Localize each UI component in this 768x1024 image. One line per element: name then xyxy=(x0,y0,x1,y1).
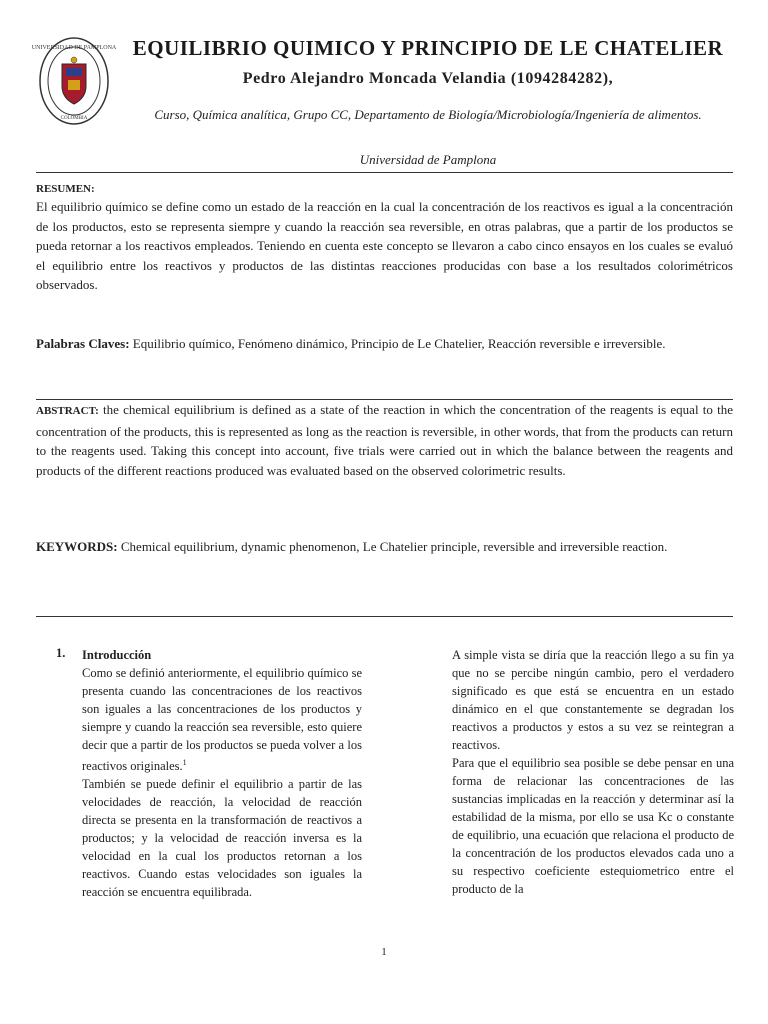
divider xyxy=(36,172,733,173)
intro-paragraph-1: Como se definió anteriormente, el equilibrio químico se presenta cuando las concentraciones de los reactivos son iguales a las concentraciones de los productos y siempre y cuando la reacción sea reversible, esto quiere decir que a partir de los productos se pueda volver a los reactivos originales.$^1$ xyxy=(82,666,362,774)
left-column xyxy=(82,646,362,901)
intro-paragraph-2: También se puede definir el equilibrio a partir de las velocidades de reacción, la velocidad de reacción directa se presenta en la transformación de reactivos a productos; y la velocidad de reacción inversa es la velocidad en la cual los productos retornan a los reactivos. Cuando estas velocidades son iguales la reacción se encuentra equilibrada. xyxy=(82,777,362,900)
intro-paragraph-3: A simple vista se diría que la reacción llego a su fin ya que no se percibe ningún cambio, pero el verdadero significado es que está se encuentra en un estado dinámico en el que constantemente se degradan los reactivos a productos y estos a su vez se reintegran a reactivos. xyxy=(452,648,734,752)
keywords-label: KEYWORDS: xyxy=(36,539,118,554)
seal-ring-text: UNIVERSIDAD DE PAMPLONA xyxy=(31,45,117,51)
affiliation-department: Departamento de Biología/Microbiología/Ingeniería de alimentos. xyxy=(354,107,702,122)
university-seal-icon xyxy=(31,36,117,126)
affiliation-course: Curso, Química analítica, Grupo CC, xyxy=(154,107,352,122)
keywords xyxy=(36,537,733,557)
resumen-text: El equilibrio químico se define como un estado de la reacción en la cual la concentración de los reactivos es igual a la concentración de los productos, esto se representa siempre y cuando la reacción sea reversible, en otras palabras, que a partir de los productos se pueda retornar a los reactivos empleados. Teniendo en cuenta este concepto se llevaron a cabo cinco ensayos en los cuales se evaluó el equilibrio entre los reactivos y productos de las distintas reacciones producidas con base a los resultados colorimétricos observados. xyxy=(36,199,733,293)
svg-text:COLOMBIA xyxy=(61,116,88,121)
section-number: 1. xyxy=(56,646,66,660)
affiliation xyxy=(130,106,726,123)
abstract xyxy=(36,400,733,480)
palabras-claves xyxy=(36,334,733,354)
divider xyxy=(36,616,733,617)
university-name: Universidad de Pamplona xyxy=(359,152,497,167)
author-line: Pedro Alejandro Moncada Velandia (1094284282), xyxy=(242,70,614,87)
keywords-text: Chemical equilibrium, dynamic phenomenon, Le Chatelier principle, reversible and irreversible reaction. xyxy=(120,539,668,554)
palabras-claves-label: Palabras Claves: xyxy=(36,336,130,351)
paper-title: EQUILIBRIO QUIMICO Y PRINCIPIO DE LE CHATELIER xyxy=(132,36,724,60)
page-number: 1 xyxy=(381,946,387,958)
seal-bottom-text: COLOMBIA xyxy=(60,116,88,121)
abstract-label: ABSTRACT: xyxy=(36,405,99,417)
intro-paragraph-4: Para que el equilibrio sea posible se debe pensar en una forma de relacionar las concentraciones de las sustancias implicadas en la reacción y determinar así la estabilidad de la misma, por ello se usa Kc o constante de equilibrio, una ecuación que relaciona el producto de la concentración de los productos elevados cada uno a su respectivo coeficiente estequiometrico entre el producto de la xyxy=(452,756,734,896)
svg-text:UNIVERSIDAD DE PAMPLONA xyxy=(32,45,117,51)
abstract-text: the chemical equilibrium is defined as a state of the reaction in which the concentration of the reagents is equal to the concentration of the products, this is represented as long as the reaction is reversible, in other words, that from the products can return to the reagents used. Taking this concept into account, five trials were carried out in which the balance between the reagents and products of the different reactions produced was evaluated based on the observed colorimetric results. xyxy=(36,402,733,478)
footnote-marker: 1 xyxy=(182,758,187,767)
resumen-label: RESUMEN: xyxy=(36,183,95,195)
section-heading: Introducción xyxy=(82,648,152,662)
palabras-claves-text: Equilibrio químico, Fenómeno dinámico, Principio de Le Chatelier, Reacción reversible e irreversible. xyxy=(132,336,666,351)
right-column xyxy=(452,646,734,898)
